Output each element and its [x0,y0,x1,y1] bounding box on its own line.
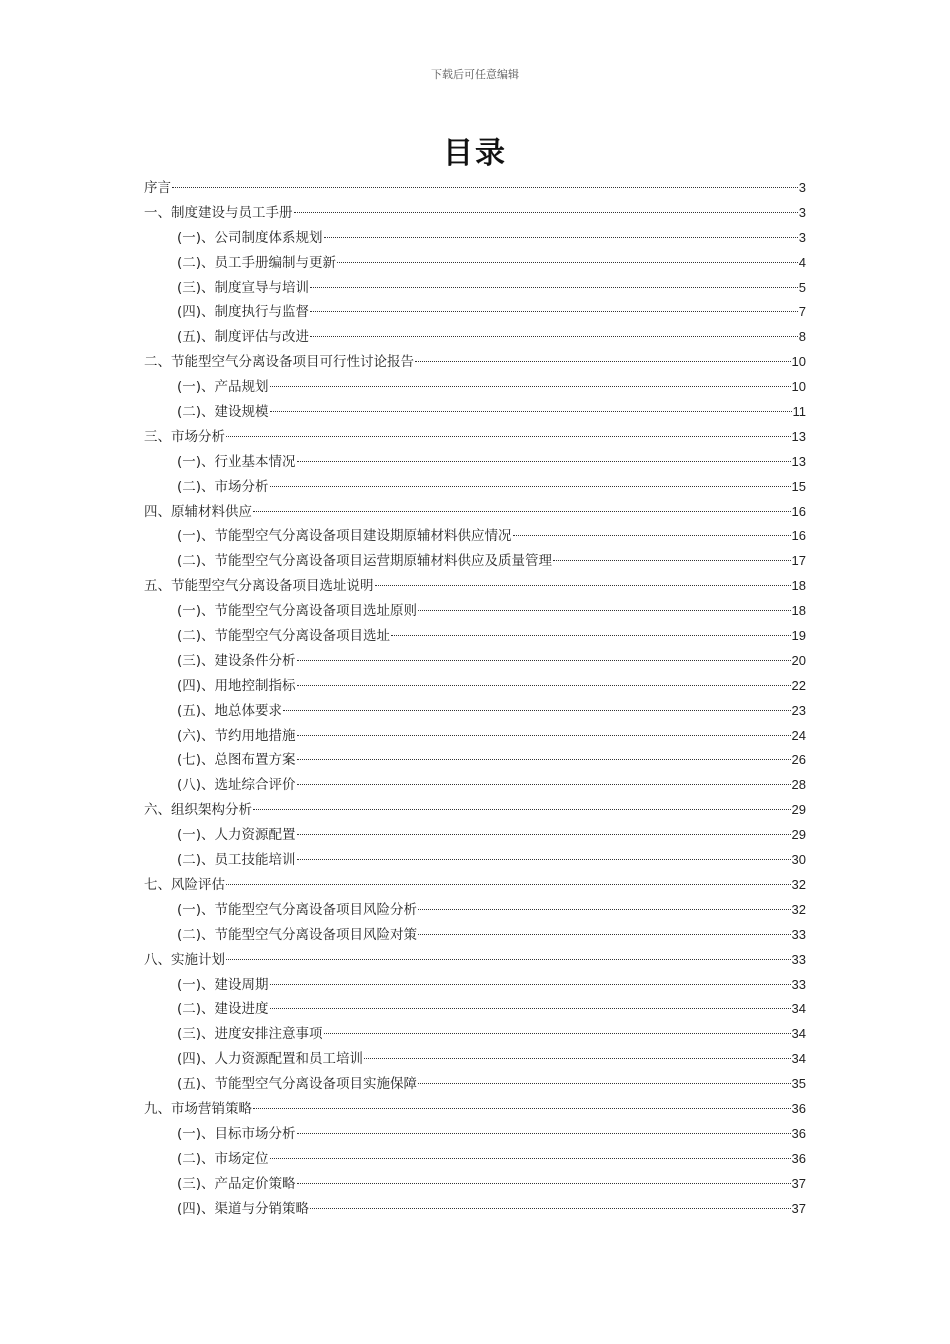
toc-dot-leader [226,436,791,437]
toc-entry-label: (四)、人力资源配置和员工培训 [177,1051,364,1068]
toc-dot-leader [418,909,790,910]
toc-page-number: 34 [791,1051,806,1067]
toc-entry-label: 六、组织架构分析 [144,802,252,819]
toc-entry-label: (五)、节能型空气分离设备项目实施保障 [177,1076,418,1093]
toc-subsection-entry[interactable] [144,226,806,251]
toc-entry-label: 八、实施计划 [144,951,225,968]
toc-entry-label: (二)、市场分析 [177,478,269,495]
toc-dot-leader [253,1108,791,1109]
toc-page-number: 32 [791,901,806,917]
toc-subsection-entry[interactable] [144,1147,806,1172]
toc-page-number: 35 [791,1076,806,1092]
toc-entry-label: (六)、节约用地措施 [177,727,296,744]
toc-entry-label: (三)、建设条件分析 [177,652,296,669]
toc-entry-label: (一)、节能型空气分离设备项目选址原则 [177,603,418,620]
toc-dot-leader [310,311,798,312]
toc-section-entry[interactable] [144,201,806,226]
toc-subsection-entry[interactable] [144,997,806,1022]
toc-page-number: 3 [798,229,806,245]
toc-entry-label: (一)、行业基本情况 [177,453,296,470]
toc-entry-label: 三、市场分析 [144,428,225,445]
toc-entry-label: (二)、节能型空气分离设备项目选址 [177,628,391,645]
toc-subsection-entry[interactable] [144,649,806,674]
toc-entry-label: 九、市场营销策略 [144,1100,252,1117]
toc-entry-label: 序言 [144,180,171,196]
toc-page-number: 24 [791,727,806,743]
toc-dot-leader [270,386,791,387]
toc-page-number: 18 [791,603,806,619]
toc-dot-leader [310,1208,790,1209]
toc-entry-label: (二)、员工技能培训 [177,852,296,869]
toc-subsection-entry[interactable] [144,276,806,301]
toc-subsection-entry[interactable] [144,699,806,724]
toc-entry-label: (四)、渠道与分销策略 [177,1200,310,1217]
toc-subsection-entry[interactable] [144,724,806,749]
toc-subsection-entry[interactable] [144,923,806,948]
toc-entry-label: (二)、建设进度 [177,1001,269,1018]
toc-entry-label: (二)、建设规模 [177,404,269,421]
toc-dot-leader [418,1083,790,1084]
toc-subsection-entry[interactable] [144,375,806,400]
toc-dot-leader [270,1158,791,1159]
toc-dot-leader [297,1183,791,1184]
toc-dot-leader [297,660,791,661]
toc-section-entry[interactable] [144,500,806,525]
toc-page-number: 36 [791,1125,806,1141]
toc-page-number: 11 [792,404,806,420]
toc-dot-leader [418,934,790,935]
toc-subsection-entry[interactable] [144,400,806,425]
toc-section-entry[interactable] [144,948,806,973]
toc-entry-label: (二)、员工手册编制与更新 [177,254,337,271]
toc-page-number: 5 [798,279,806,295]
toc-subsection-entry[interactable] [144,599,806,624]
toc-entry-label: 七、风险评估 [144,876,225,893]
toc-entry-label: (三)、制度宣导与培训 [177,279,310,296]
toc-entry-label: (三)、产品定价策略 [177,1175,296,1192]
toc-entry-label: (一)、节能型空气分离设备项目建设期原辅材料供应情况 [177,528,512,545]
toc-dot-leader [553,560,790,561]
toc-dot-leader [297,735,791,736]
toc-page-number: 28 [791,777,806,793]
toc-page-number: 30 [791,852,806,868]
toc-subsection-entry[interactable] [144,549,806,574]
toc-subsection-entry[interactable] [144,674,806,699]
toc-dot-leader [391,635,790,636]
toc-page-number: 17 [791,553,806,569]
toc-page-number: 23 [791,702,806,718]
toc-page-number: 34 [791,1001,806,1017]
toc-dot-leader [270,1008,791,1009]
toc-entry-label: (四)、用地控制指标 [177,677,296,694]
toc-page-number: 7 [798,304,806,320]
toc-subsection-entry[interactable] [144,524,806,549]
toc-entry-label: (一)、公司制度体系规划 [177,229,323,246]
toc-page-number: 10 [791,379,806,395]
toc-page-number: 36 [791,1100,806,1116]
toc-page-number: 26 [791,752,806,768]
toc-entry-label: (一)、人力资源配置 [177,827,296,844]
toc-dot-leader [310,336,798,337]
header-note: 下载后可任意编辑 [431,68,519,81]
toc-subsection-entry[interactable] [144,1197,806,1222]
toc-dot-leader [172,187,798,188]
toc-section-entry[interactable] [144,873,806,898]
toc-entry-label: (四)、制度执行与监督 [177,304,310,321]
toc-page-number: 13 [791,428,806,444]
toc-page-number: 33 [791,926,806,942]
toc-subsection-entry[interactable] [144,1072,806,1097]
toc-dot-leader [364,1058,790,1059]
toc-page-number: 37 [791,1175,806,1191]
toc-dot-leader [226,884,791,885]
toc-page-number: 29 [791,802,806,818]
toc-page-number: 34 [791,1026,806,1042]
toc-entry-label: (三)、进度安排注意事项 [177,1026,323,1043]
toc-entry-label: (二)、节能型空气分离设备项目风险对策 [177,926,418,943]
toc-page-number: 10 [791,354,806,370]
toc-dot-leader [297,759,791,760]
toc-page-number: 22 [791,677,806,693]
toc-page-number: 33 [791,976,806,992]
toc-section-entry[interactable] [144,425,806,450]
toc-entry-label: (八)、选址综合评价 [177,777,296,794]
toc-subsection-entry[interactable] [144,773,806,798]
toc-dot-leader [324,1033,791,1034]
toc-entry-label: 一、制度建设与员工手册 [144,204,293,221]
toc-subsection-entry[interactable] [144,848,806,873]
toc-dot-leader [297,784,791,785]
toc-subsection-entry[interactable] [144,450,806,475]
toc-dot-leader [294,212,798,213]
toc-subsection-entry[interactable] [144,1047,806,1072]
toc-subsection-entry[interactable] [144,1122,806,1147]
toc-page-number: 20 [791,652,806,668]
toc-subsection-entry[interactable] [144,748,806,773]
toc-entry-label: 二、节能型空气分离设备项目可行性讨论报告 [144,354,414,371]
toc-page-number: 18 [791,578,806,594]
toc-page-number: 16 [791,503,806,519]
toc-subsection-entry[interactable] [144,1022,806,1047]
toc-page-number: 33 [791,951,806,967]
toc-dot-leader [270,486,791,487]
toc-entry-label: (五)、制度评估与改进 [177,329,310,346]
toc-page-number: 16 [791,528,806,544]
toc-subsection-entry[interactable] [144,300,806,325]
toc-entry-label: 五、节能型空气分离设备项目选址说明 [144,578,374,595]
toc-page-number: 3 [798,180,806,195]
toc-entry-label: (七)、总图布置方案 [177,752,296,769]
toc-entry-label: (五)、地总体要求 [177,702,283,719]
toc-dot-leader [270,984,791,985]
toc-dot-leader [297,461,791,462]
table-of-contents [144,176,806,1221]
toc-page-number: 19 [791,628,806,644]
toc-page-number: 37 [791,1200,806,1216]
toc-entry-label: (一)、节能型空气分离设备项目风险分析 [177,901,418,918]
toc-subsection-entry[interactable] [144,325,806,350]
toc-entry-label: (二)、市场定位 [177,1150,269,1167]
toc-subsection-entry[interactable] [144,823,806,848]
toc-page-number: 13 [791,453,806,469]
toc-dot-leader [297,685,791,686]
toc-page-number: 29 [791,827,806,843]
toc-section-entry[interactable] [144,1097,806,1122]
toc-page-number: 32 [791,876,806,892]
page-title: 目录 [443,136,507,171]
toc-entry-label: (一)、产品规划 [177,379,269,396]
toc-entry-label: (一)、建设周期 [177,976,269,993]
toc-page-number: 36 [791,1150,806,1166]
toc-dot-leader [337,262,798,263]
toc-subsection-entry[interactable] [144,624,806,649]
toc-dot-leader [324,237,798,238]
toc-dot-leader [310,287,798,288]
toc-subsection-entry[interactable] [144,1172,806,1197]
toc-dot-leader [226,959,791,960]
toc-dot-leader [297,1133,791,1134]
toc-subsection-entry[interactable] [144,251,806,276]
toc-dot-leader [253,511,791,512]
toc-dot-leader [415,361,791,362]
toc-page-number: 3 [798,204,806,220]
toc-section-entry[interactable] [144,798,806,823]
toc-page-number: 4 [798,254,806,270]
toc-entry-label: (二)、节能型空气分离设备项目运营期原辅材料供应及质量管理 [177,553,553,570]
toc-dot-leader [283,710,790,711]
toc-section-entry[interactable] [144,176,806,201]
toc-dot-leader [375,585,791,586]
toc-subsection-entry[interactable] [144,973,806,998]
toc-dot-leader [253,809,791,810]
toc-section-entry[interactable] [144,574,806,599]
toc-entry-label: (一)、目标市场分析 [177,1125,296,1142]
toc-page-number: 15 [791,478,806,494]
toc-dot-leader [297,834,791,835]
toc-page-number: 8 [798,329,806,345]
toc-dot-leader [297,859,791,860]
toc-dot-leader [270,411,792,412]
toc-subsection-entry[interactable] [144,898,806,923]
toc-dot-leader [418,610,790,611]
toc-section-entry[interactable] [144,350,806,375]
toc-entry-label: 四、原辅材料供应 [144,503,252,520]
toc-subsection-entry[interactable] [144,475,806,500]
toc-dot-leader [513,535,791,536]
